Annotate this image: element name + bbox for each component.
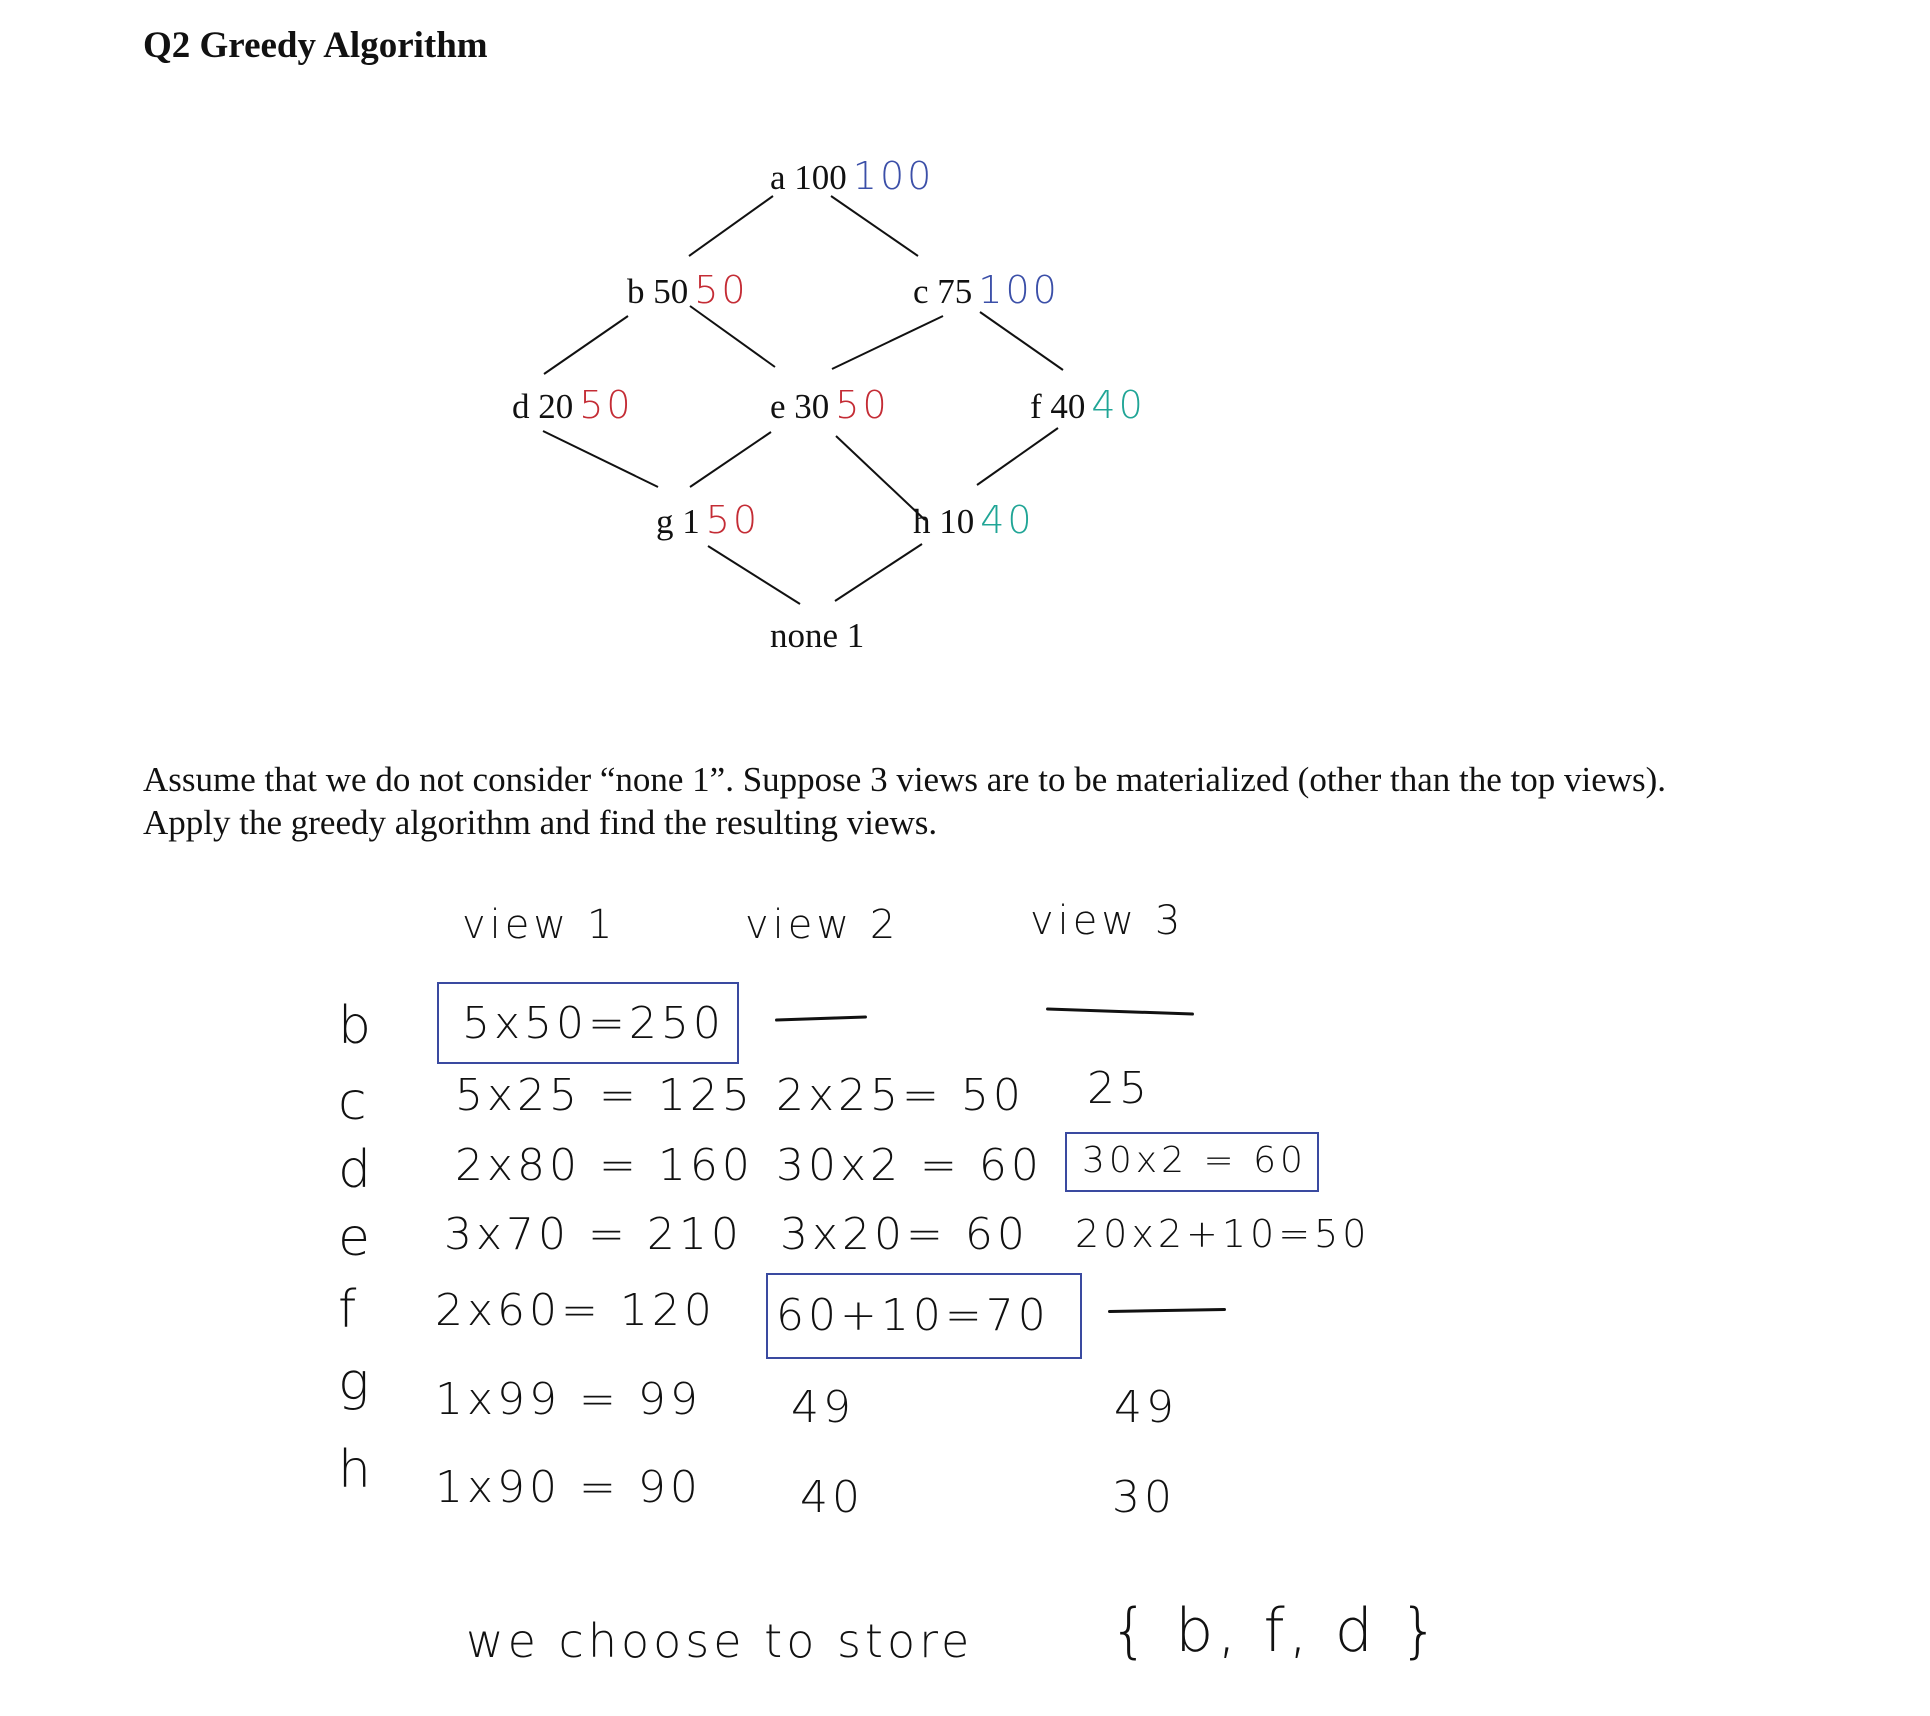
edge-a-b <box>689 196 773 256</box>
cell-g-view3: 49 <box>1114 1382 1178 1433</box>
conclusion-set-value: { b, f, d } <box>1110 1596 1443 1666</box>
cell-f-view3 <box>1108 1290 1156 1341</box>
header-view-2: view 2 <box>745 902 900 948</box>
node-f-label: f 40 <box>1030 387 1086 426</box>
node-a-annotation: 100 <box>852 154 935 198</box>
cell-d-view1: 2x80 = 160 <box>455 1140 754 1191</box>
edge-b-e <box>690 306 775 367</box>
node-h <box>913 500 1035 542</box>
cell-d-view2: 30x2 = 60 <box>776 1140 1043 1191</box>
row-letter-d: d <box>338 1140 375 1200</box>
node-e-annotation: 50 <box>835 383 890 427</box>
question-line-1: Assume that we do not consider “none 1”. Suppose 3 views are to be materialized (other than the top views). <box>143 760 1667 799</box>
node-g-label: g 1 <box>656 502 700 541</box>
cell-c-view1: 5x25 = 125 <box>455 1070 754 1121</box>
node-d-annotation: 50 <box>579 383 634 427</box>
node-none <box>770 616 864 656</box>
cell-h-view2: 40 <box>800 1472 864 1523</box>
node-a <box>770 156 934 198</box>
row-letter-e: e <box>338 1208 373 1268</box>
cell-b-view2 <box>774 998 822 1049</box>
cell-h-view1: 1x90 = 90 <box>435 1462 702 1513</box>
cell-f-view2: 60+10=70 <box>776 1290 1050 1341</box>
cell-h-view3: 30 <box>1112 1472 1176 1523</box>
conclusion-text: we choose to store <box>466 1614 974 1668</box>
node-c-annotation: 100 <box>978 268 1060 312</box>
node-h-annotation: 40 <box>980 498 1035 542</box>
row-letter-g: g <box>338 1352 373 1412</box>
cell-e-view3: 20x2+10=50 <box>1075 1212 1371 1256</box>
edge-c-e <box>832 316 943 369</box>
node-none-label: none 1 <box>770 616 865 655</box>
page-title: Q2 Greedy Algorithm <box>143 25 488 66</box>
header-view-3: view 3 <box>1030 898 1185 944</box>
cell-c-view2: 2x25= 50 <box>776 1070 1025 1121</box>
cell-b-view3 <box>1046 992 1094 1043</box>
node-a-label: a 100 <box>770 158 847 197</box>
row-letter-c: c <box>338 1072 370 1132</box>
edge-c-f <box>980 312 1063 370</box>
cell-e-view1: 3x70 = 210 <box>444 1209 743 1260</box>
edge-h-none <box>835 544 922 601</box>
node-f <box>1030 385 1146 427</box>
node-d <box>512 385 634 427</box>
edge-b-d <box>544 316 628 374</box>
header-view-1: view 1 <box>462 902 617 948</box>
node-b-annotation: 50 <box>694 268 749 312</box>
node-g-annotation: 50 <box>705 498 761 542</box>
edge-e-g <box>690 432 771 487</box>
node-g <box>656 500 760 542</box>
cell-g-view1: 1x99 = 99 <box>435 1374 702 1425</box>
question-line-2: Apply the greedy algorithm and find the resulting views. <box>143 803 938 842</box>
row-letter-b: b <box>338 996 375 1056</box>
node-c <box>913 270 1060 312</box>
node-f-annotation: 40 <box>1091 383 1146 427</box>
cell-d-view3: 30x2 = 60 <box>1082 1140 1307 1181</box>
edge-d-g <box>543 431 658 487</box>
edge-g-none <box>708 546 800 604</box>
edge-e-h <box>836 436 925 520</box>
node-e-label: e 30 <box>770 387 830 426</box>
edge-a-c <box>831 196 918 256</box>
edge-f-h <box>977 428 1058 485</box>
row-letter-f: f <box>338 1280 360 1340</box>
cell-b-view1: 5x50=250 <box>462 998 725 1049</box>
node-c-label: c 75 <box>913 272 973 311</box>
conclusion-set <box>1110 1596 1442 1666</box>
row-letter-h: h <box>338 1440 374 1500</box>
node-b-label: b 50 <box>627 272 689 311</box>
cell-e-view2: 3x20= 60 <box>780 1209 1029 1260</box>
node-d-label: d 20 <box>512 387 574 426</box>
node-e <box>770 385 890 427</box>
node-h-label: h 10 <box>913 502 975 541</box>
cell-g-view2: 49 <box>791 1382 855 1433</box>
cell-c-view3: 25 <box>1087 1063 1151 1114</box>
cell-f-view1: 2x60= 120 <box>435 1285 716 1336</box>
question-text <box>143 758 1666 844</box>
node-b <box>627 270 749 312</box>
